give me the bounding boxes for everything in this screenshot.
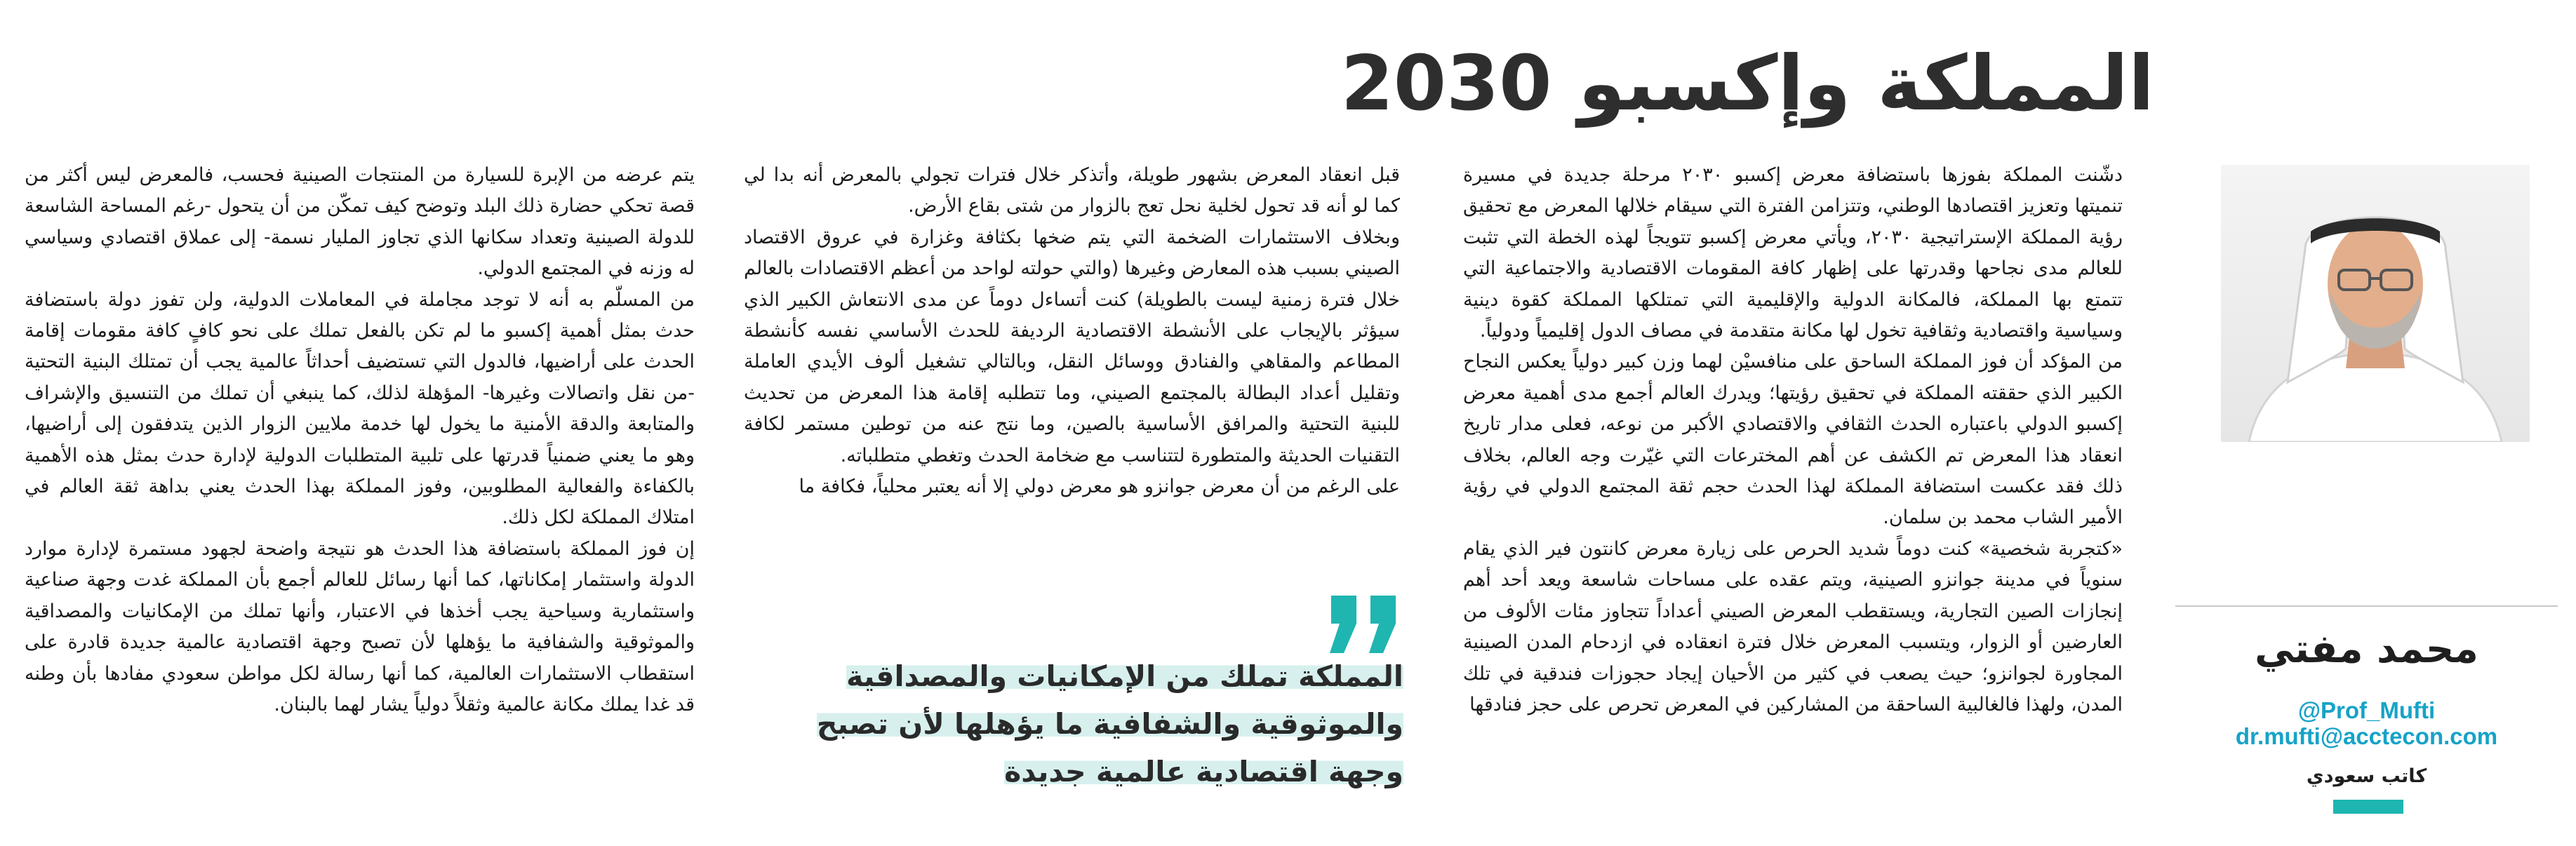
pull-quote-text: المملكة تملك من الإمكانيات والمصداقية والموثوقية والشفافية ما يؤهلها لأن تصبح وجهة اقتصادية عالمية جديدة: [816, 659, 1403, 788]
author-box: [2175, 165, 2558, 787]
double-quote-icon: [1323, 593, 1407, 656]
paragraph: على الرغم من أن معرض جوانزو هو معرض دولي إلا أنه يعتبر محلياً، فكافة ما: [799, 476, 1400, 498]
author-divider: [2175, 605, 2558, 607]
paragraph: يتم عرضه من الإبرة للسيارة من المنتجات الصينية فحسب، فالمعرض ليس أكثر من قصة تحكي حضارة ذلك البلد وتوضح كيف تمكّن من أن يتحول -رغم المساحة الشاسعة للدولة الصينية وتعداد سكانها الذي تجاوز المليار نسمة- إلى عملاق اقتصادي وسياسي له وزنه في المجتمع الدولي.: [25, 164, 695, 280]
author-portrait-icon: [2221, 165, 2530, 442]
article-title: المملكة وإكسبو 2030: [1340, 40, 2154, 128]
paragraph: من المسلّم به أنه لا توجد مجاملة في المعاملات الدولية، ولن تفوز دولة باستضافة حدث بمثل أهمية إكسبو ما لم تكن بالفعل تملك على نحو كافٍ كافة مقومات إقامة الحدث على أراضيها، فالدول التي تستضيف أحداثاً عالمية يجب أن تمتلك البنية التحتية -من نقل واتصالات وغيرها- المؤهلة لذلك، كما ينبغي أن تملك من التنسيق والإشراف والمتابعة والدقة الأمنية ما يخول لها خدمة ملايين الزوار الذين يتدفقون إلى أراضيها، وهو ما يعني ضمنياً قدرتها على تلبية المتطلبات الدولية لإدارة حدث بمثل هذه الأهمية بالكفاءة والفعالية المطلوبين، وفوز المملكة بهذا الحدث يعني بداهة ثقة العالم في امتلاك المملكة لكل ذلك.: [25, 288, 695, 529]
paragraph: قبل انعقاد المعرض بشهور طويلة، وأتذكر خلال فترات تجولي بالمعرض أنه بدا لي كما لو أنه قد تحول لخلية نحل تعج بالزوار من شتى بقاع الأرض.: [744, 164, 1400, 217]
author-email-link[interactable]: dr.mufti@acctecon.com: [2235, 723, 2498, 749]
paragraph: وبخلاف الاستثمارات الضخمة التي يتم ضخها بكثافة وغزارة في عروق الاقتصاد الصيني بسبب هذه المعارض وغيرها (والتي حولته لواحد من أعظم الاقتصادات بالعالم خلال فترة زمنية ليست بالطويلة) كنت أتساءل دوماً عن مدى الانتعاش الكبير الذي سيؤثر بالإيجاب على الأنشطة الاقتصادية الرديفة للحدث الأساسي نفسه كأنشطة المطاعم والمقاهي والفنادق ووسائل النقل، وبالتالي تشغيل ألوف الأيدي العاملة وتقليل أعداد البطالة بالمجتمع الصيني، وما تتطلبه إقامة هذا المعرض من تحديث للبنية التحتية والمرافق الأساسية بالصين، وما نتج عنه من توطين مستمر لكافة التقنيات الحديثة والمتطورة لتتناسب مع ضخامة الحدث وتغطي متطلباته.: [744, 226, 1400, 466]
article-column-1: [1463, 160, 2123, 791]
author-name: محمد مفتي: [2255, 626, 2478, 672]
author-twitter-link[interactable]: @Prof_Mufti: [2297, 697, 2436, 723]
article-column-3: [25, 160, 695, 791]
paragraph: إن فوز المملكة باستضافة هذا الحدث هو نتيجة واضحة لجهود مستمرة لإدارة موارد الدولة واستثمار إمكاناتها، كما أنها رسائل للعالم أجمع بأن المملكة غدت وجهة صناعية واستثمارية وسياحية يجب أخذها في الاعتبار، وأنها تملك من الإمكانيات والمصداقية والموثوقية والشفافية ما يؤهلها لأن تصبح وجهة اقتصادية عالمية جديدة قادرة على استقطاب الاستثمارات العالمية، كما أنها رسالة لكل مواطن سعودي مفادها بأن وطنه قد غدا يملك مكانة عالمية وثقلاً دولياً يشار لهما بالبنان.: [25, 537, 695, 716]
article-column-2: [744, 160, 1400, 567]
paragraph: من المؤكد أن فوز المملكة الساحق على منافسيْن لهما وزن كبير دولياً يعكس النجاح الكبير الذي حققته المملكة في تحقيق رؤيتها؛ ويدرك العالم أجمع مدى أهمية معرض إكسبو الدولي باعتباره الحدث الثقافي والاقتصادي الأكبر من نوعه، فعلى مدار تاريخ انعقاد هذا المعرض تم الكشف عن أهم المخترعات التي غيّرت وجه العالم، بخلاف ذلك فقد عكست استضافة المملكة لهذا الحدث حجم ثقة المجتمع الدولي في رؤية الأمير الشاب محمد بن سلمان.: [1463, 351, 2123, 529]
accent-bar: [2333, 800, 2403, 814]
paragraph: «كتجربة شخصية» كنت دوماً شديد الحرص على زيارة معرض كانتون فير الذي يقام سنوياً في مدينة جوانزو الصينية، ويتم عقده على مساحات شاسعة ويعد أحد أهم إنجازات الصين التجارية، ويستقطب المعرض الصيني أعداداً تتجاوز مئات الألوف من العارضين أو الزوار، ويتسبب المعرض خلال فترة انعقاده في ازدحام المدن الصينية المجاورة لجوانزو؛ حيث يصعب في كثير من الأحيان إيجاد حجوزات فندقية في تلك المدن، ولهذا فالغالبية الساحقة من المشاركين في المعرض تحرص على حجز فنادقها: [1463, 537, 2123, 716]
author-role: كاتب سعودي: [2306, 765, 2427, 787]
pull-quote: [740, 652, 1403, 800]
paragraph: دشّنت المملكة بفوزها باستضافة معرض إكسبو ٢٠٣٠ مرحلة جديدة في مسيرة تنميتها وتعزيز اقتصادها الوطني، وتتزامن الفترة التي سيقام خلالها المعرض مع تحقيق رؤية المملكة الإستراتيجية ٢٠٣٠، ويأتي معرض إكسبو تتويجاً لهذه الخطة التي تثبت للعالم مدى نجاحها وقدرتها على إظهار كافة المقومات الاقتصادية والاجتماعية التي تتمتع بها المملكة، فالمكانة الدولية والإقليمية التي تمتلكها المملكة كقوة دينية وسياسية واقتصادية وثقافية تخول لها مكانة متقدمة في مصاف الدول إقليمياً ودولياً.: [1463, 164, 2123, 342]
